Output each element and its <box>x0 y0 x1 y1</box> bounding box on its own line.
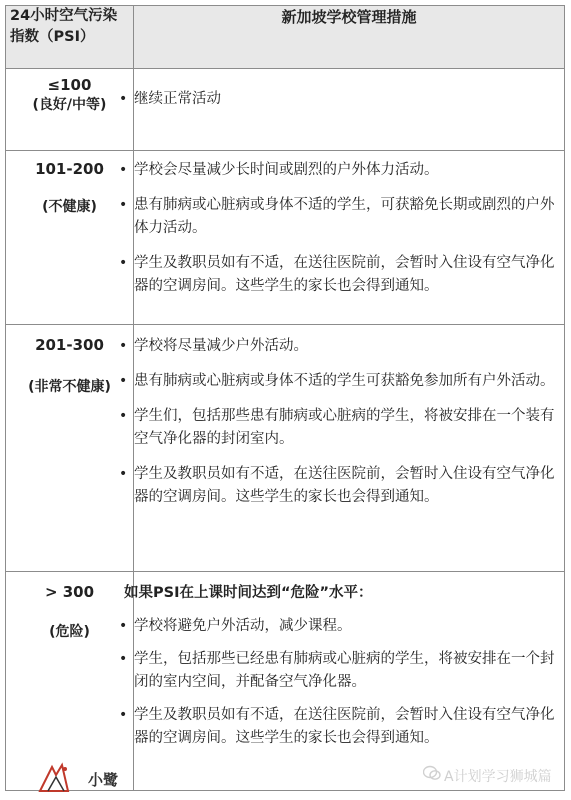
list-item: • 患有肺病或心脏病或身体不适的学生，可获豁免长期或剧烈的户外体力活动。 <box>134 194 564 240</box>
list-item: • 继续正常活动 <box>134 88 564 111</box>
measures-cell <box>134 325 565 572</box>
list-item: • 学生们，包括那些患有肺病或心脏病的学生，将被安排在一个装有空气净化器的封闭室内。 <box>134 405 564 451</box>
psi-level-label: (危险) <box>49 624 90 640</box>
list-item: • 学生，包括那些已经患有肺病或心脏病的学生，将被安排在一个封闭的室内空间，并配备空气净化器。 <box>134 648 564 694</box>
list-item: • 学校会尽量减少长时间或剧烈的户外体力活动。 <box>134 159 564 182</box>
table-row <box>6 151 565 325</box>
psi-range: ≤100 <box>47 76 92 94</box>
psi-range: 101-200 <box>35 160 104 178</box>
psi-level-label: (非常不健康) <box>28 379 111 395</box>
list-item: • 学校将尽量减少户外活动。 <box>134 335 564 358</box>
table-row <box>6 69 565 151</box>
logo-text: 小鹭 <box>88 771 119 789</box>
psi-level-cell <box>6 325 134 572</box>
watermark-account-name: A计划学习狮城篇 <box>444 769 552 785</box>
psi-measures-table <box>5 5 565 791</box>
wechat-icon <box>423 765 441 785</box>
psi-level-label: (不健康) <box>42 199 97 215</box>
table-header-row <box>6 6 565 69</box>
psi-level-cell <box>6 69 134 151</box>
heron-logo-icon <box>34 761 80 795</box>
psi-range: 201-300 <box>35 336 104 354</box>
psi-level-cell <box>6 151 134 325</box>
list-item: • 患有肺病或心脏病或身体不适的学生可获豁免参加所有户外活动。 <box>134 370 564 393</box>
list-item: • 学生及教职员如有不适，在送往医院前，会暂时入住设有空气净化器的空调房间。这些学生的家长也会得到通知。 <box>134 252 564 298</box>
psi-level-label: (良好/中等) <box>32 97 107 113</box>
footer <box>0 756 571 800</box>
measures-column-header: 新加坡学校管理措施 <box>134 6 565 69</box>
list-item: • 学生及教职员如有不适，在送往医院前，会暂时入住设有空气净化器的空调房间。这些学生的家长也会得到通知。 <box>134 704 564 750</box>
psi-range: > 300 <box>44 583 95 601</box>
list-item: • 学生及教职员如有不适，在送往医院前，会暂时入住设有空气净化器的空调房间。这些学生的家长也会得到通知。 <box>134 463 564 509</box>
danger-lead-text: 如果PSI在上课时间达到“危险”水平： <box>124 585 373 601</box>
list-item: • 学校将避免户外活动，减少课程。 <box>134 615 564 638</box>
measures-cell <box>134 69 565 151</box>
measures-cell <box>134 151 565 325</box>
table-row <box>6 325 565 572</box>
psi-column-header: 24小时空气污染指数（PSI） <box>6 6 134 69</box>
